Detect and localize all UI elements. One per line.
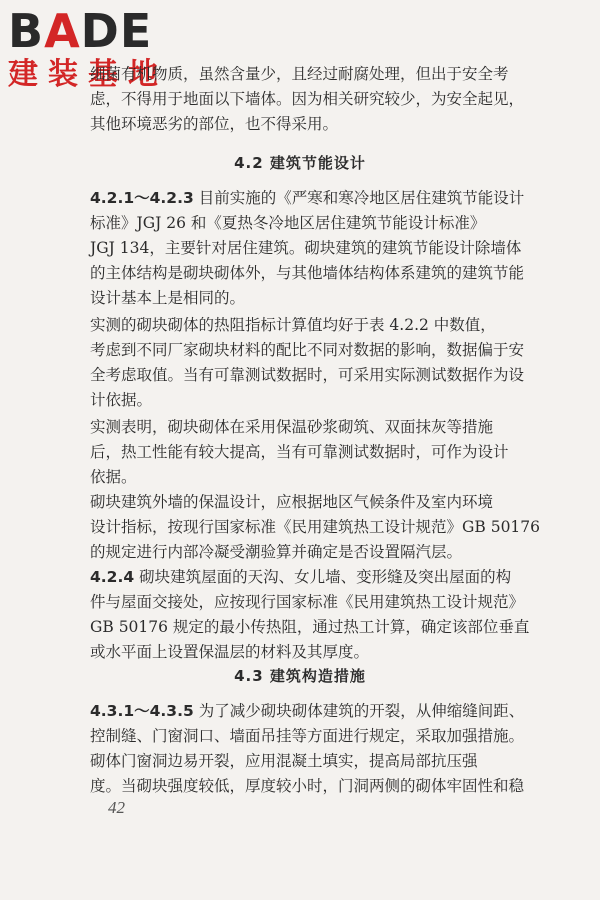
- line: 细菌有机物质，虽然含量少，且经过耐腐处理，但出于安全考: [90, 65, 509, 83]
- line: 的主体结构是砌块砌体外，与其他墙体结构体系建筑的建筑节能: [90, 264, 525, 282]
- line: 4.2.1～4.2.3 目前实施的《严寒和寒冷地区居住建筑节能设计: [90, 189, 525, 207]
- clause-number: 4.2.1～4.2.3: [90, 189, 194, 207]
- line: GB 50176 规定的最小传热阻，通过热工计算，确定该部位垂直: [90, 618, 530, 636]
- paragraph-openings: [90, 749, 530, 799]
- paragraph-measurement: [90, 415, 530, 490]
- logo-wordmark: [8, 6, 178, 56]
- paragraph-exterior-wall: [90, 490, 541, 565]
- line: 标准》JGJ 26 和《夏热冬冷地区居住建筑节能设计标准》: [90, 214, 486, 232]
- line: 虑，不得用于地面以下墙体。因为相关研究较少，为安全起见，: [90, 90, 525, 108]
- line: 实测的砌块砌体的热阻指标计算值均好于表 4.2.2 中数值，: [90, 316, 496, 334]
- clause-number: 4.2.4: [90, 568, 135, 586]
- paragraph-4-2-1: [90, 186, 530, 311]
- logo-letter-a: A: [44, 4, 81, 58]
- section-heading-4-3: 4.3 建筑构造措施: [234, 667, 366, 685]
- logo-letter-b: B: [8, 4, 45, 58]
- line: 依据。: [90, 468, 137, 486]
- line: JGJ 134，主要针对居住建筑。砌块建筑的建筑节能设计除墙体: [90, 239, 522, 257]
- line: 实测表明，砌块砌体在采用保温砂浆砌筑、双面抹灰等措施: [90, 418, 494, 436]
- line: 控制缝、门窗洞口、墙面吊挂等方面进行规定，采取加强措施。: [90, 727, 525, 745]
- line: 考虑到不同厂家砌块材料的配比不同对数据的影响，数据偏于安: [90, 341, 525, 359]
- line: 4.3.1～4.3.5 为了减少砌块砌体建筑的开裂，从伸缩缝间距、: [90, 702, 525, 720]
- line: 后，热工性能有较大提高，当有可靠测试数据时，可作为设计: [90, 443, 509, 461]
- logo-subtitle: 建装基地: [8, 57, 168, 92]
- line: 砌体门窗洞边易开裂，应用混凝土填实，提高局部抗压强: [90, 752, 478, 770]
- line: 其他环境恶劣的部位，也不得采用。: [90, 115, 339, 133]
- line: 4.2.4 砌块建筑屋面的天沟、女儿墙、变形缝及突出屋面的构: [90, 568, 512, 586]
- section-heading-4-2: 4.2 建筑节能设计: [234, 154, 366, 172]
- page-number: 42: [108, 798, 125, 817]
- logo-letters-de: DE: [80, 4, 153, 58]
- clause-number: 4.3.1～4.3.5: [90, 702, 194, 720]
- line: 或水平面上设置保温层的材料及其厚度。: [90, 643, 370, 661]
- paragraph-4-2-4: [90, 565, 530, 665]
- line: 全考虑取值。当有可靠测试数据时，可采用实际测试数据作为设: [90, 366, 525, 384]
- line: 砌块建筑外墙的保温设计，应根据地区气候条件及室内环境: [90, 493, 494, 511]
- line: 件与屋面交接处，应按现行国家标准《民用建筑热工设计规范》: [90, 593, 525, 611]
- line: 度。当砌块强度较低，厚度较小时，门洞两侧的砌体牢固性和稳: [90, 777, 525, 795]
- paragraph-intro: [90, 62, 530, 137]
- line: 的规定进行内部冷凝受潮验算并确定是否设置隔汽层。: [90, 543, 463, 561]
- line: 设计基本上是相同的。: [90, 289, 246, 307]
- line: 设计指标，按现行国家标准《民用建筑热工设计规范》GB 50176: [90, 518, 541, 536]
- line: 计依据。: [90, 391, 153, 409]
- paragraph-thermal-values: [90, 313, 530, 413]
- paragraph-4-3-1: [90, 699, 530, 749]
